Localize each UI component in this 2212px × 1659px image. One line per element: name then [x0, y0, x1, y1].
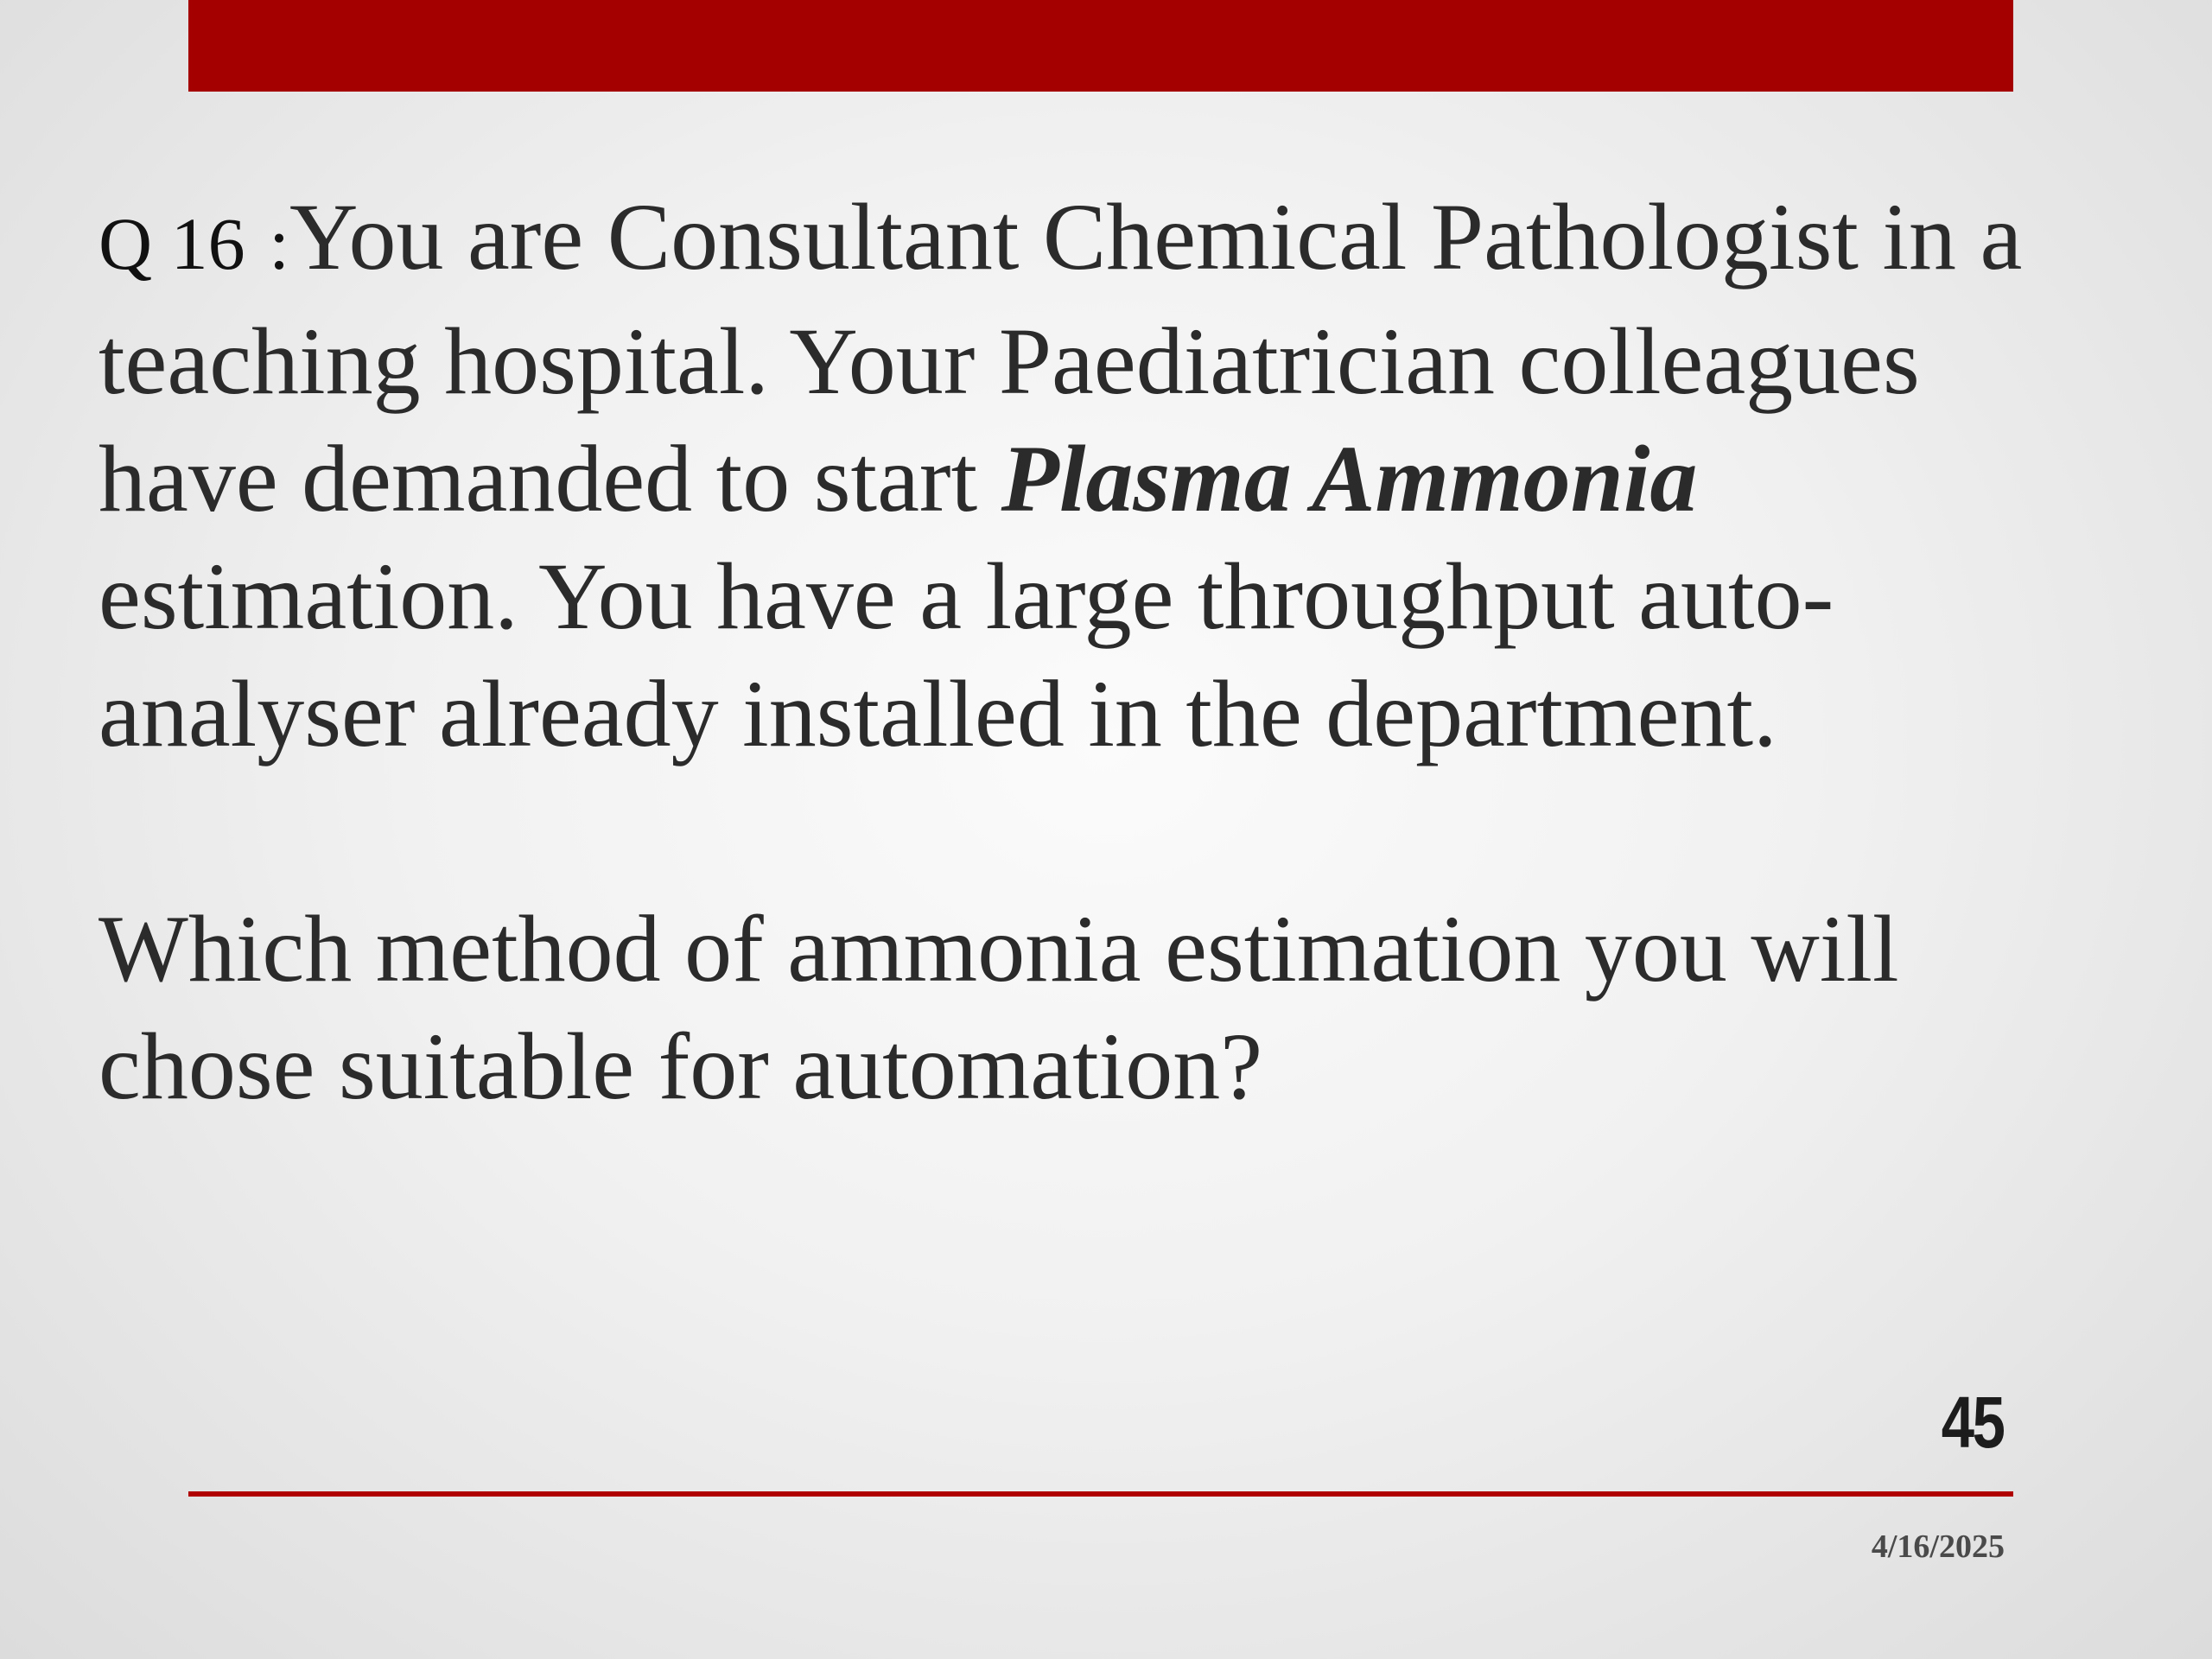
question-colon: :: [269, 202, 290, 285]
question-paragraph: [99, 178, 2112, 772]
paragraph-spacer: [99, 772, 2112, 890]
slide-body: [99, 178, 2112, 1125]
question-text-part2: estimation. You have a large throughput auto-analyser already installed in the department.: [99, 543, 1834, 766]
page-number: 45: [1941, 1382, 2003, 1463]
footer-divider: [188, 1491, 2013, 1497]
question-emphasis: Plasma Ammonia: [1001, 426, 1698, 531]
footer-date: 4/16/2025: [1871, 1529, 2005, 1565]
prompt-paragraph: Which method of ammonia estimation you will chose suitable for automation?: [99, 896, 1899, 1119]
question-label: Q 16: [99, 202, 245, 285]
question-text-part1: You are Consultant Chemical Pathologist in a teaching hospital. Your Paediatrician colleagues have demanded to start: [99, 184, 2023, 531]
header-accent-bar: [188, 0, 2013, 92]
